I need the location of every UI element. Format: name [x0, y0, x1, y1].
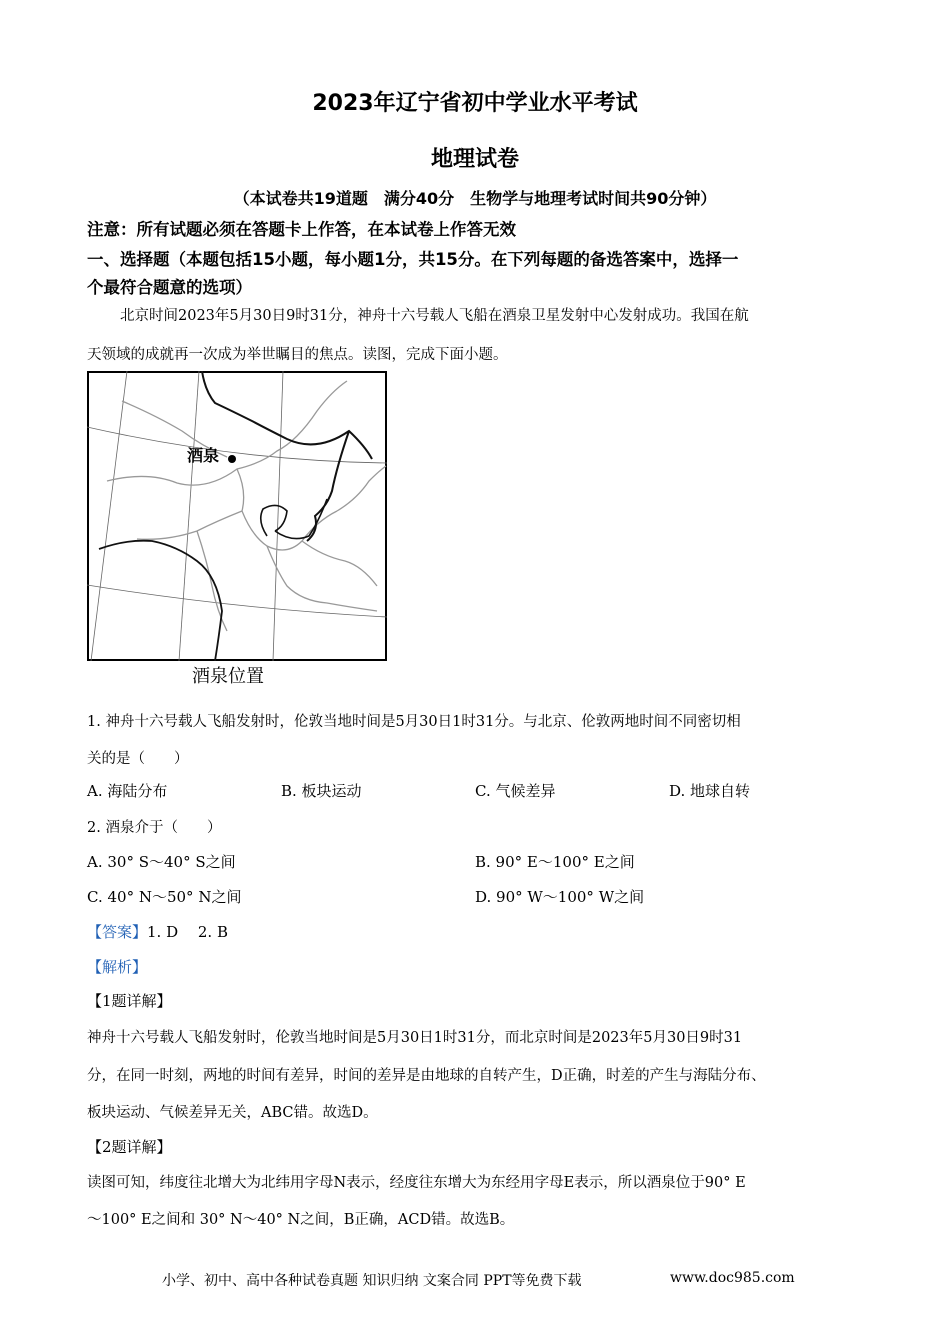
passage-line1: 北京时间2023年5月30日9时31分，神舟十六号载人飞船在酒泉卫星发射中心发射成功。我国在航: [120, 308, 749, 324]
detail1-label: 【1题详解】: [87, 992, 172, 1010]
detail1-line2: 分，在同一时刻，两地的时间有差异，时间的差异是由地球的自转产生，D正确，时差的产生与海陆分布、: [87, 1068, 766, 1084]
detail2-line2: ～100° E之间和 30° N～40° N之间，B正确，ACD错。故选B。: [87, 1212, 515, 1228]
notice: 注意：所有试题必须在答题卡上作答，在本试卷上作答无效: [87, 220, 516, 239]
footer-url[interactable]: www.doc985.com: [670, 1270, 795, 1286]
detail1-line3: 板块运动、气候差异无关，ABC错。故选D。: [87, 1105, 378, 1121]
exam-subtitle: 地理试卷: [430, 147, 519, 172]
section-heading-line1: 一、选择题（本题包括15小题，每小题1分，共15分。在下列每题的备选答案中，选择一: [87, 250, 739, 269]
answer-label: 【答案】: [87, 923, 148, 941]
jiuquan-location-map: [87, 371, 387, 661]
q2-option-b: B. 90° E～100° E之间: [475, 853, 635, 871]
footer-text: 小学、初中、高中各种试卷真题 知识归纳 文案合同 PPT等免费下载: [162, 1273, 582, 1289]
q1-option-a: A. 海陆分布: [87, 782, 168, 800]
q1-option-c: C. 气候差异: [475, 782, 556, 800]
jiuquan-dot: [228, 455, 236, 463]
answer-text: 1. D 2. B: [147, 923, 228, 941]
map-drawing: [87, 371, 387, 661]
detail2-label: 【2题详解】: [87, 1138, 172, 1156]
section-heading-line2: 个最符合题意的选项）: [87, 278, 252, 297]
detail2-line1: 读图可知，纬度往北增大为北纬用字母N表示，经度往东增大为东经用字母E表示，所以酒泉位于90° E: [87, 1175, 746, 1191]
q2-option-d: D. 90° W～100° W之间: [475, 888, 645, 906]
exam-info: （本试卷共19道题 满分40分 生物学与地理考试时间共90分钟）: [233, 189, 717, 208]
detail1-line1: 神舟十六号载人飞船发射时，伦敦当地时间是5月30日1时31分，而北京时间是2023年5月30日9时31: [87, 1030, 743, 1046]
q2-option-a: A. 30° S～40° S之间: [87, 853, 236, 871]
q2-option-c: C. 40° N～50° N之间: [87, 888, 242, 906]
jiuquan-label: 酒泉: [187, 446, 220, 465]
q2-stem: 2. 酒泉介于（ ）: [87, 820, 222, 836]
answer-line: [87, 921, 228, 942]
q1-option-d: D. 地球自转: [669, 782, 751, 800]
passage-line2: 天领域的成就再一次成为举世瞩目的焦点。读图，完成下面小题。: [87, 347, 508, 363]
q1-option-b: B. 板块运动: [281, 782, 362, 800]
q1-stem-line1: 1. 神舟十六号载人飞船发射时，伦敦当地时间是5月30日1时31分。与北京、伦敦两地时间不同密切相: [87, 714, 741, 730]
q1-stem-line2: 关的是（ ）: [87, 751, 189, 767]
exam-title: 2023年辽宁省初中学业水平考试: [312, 91, 638, 116]
map-caption: 酒泉位置: [192, 666, 264, 687]
analysis-label: 【解析】: [87, 958, 148, 976]
